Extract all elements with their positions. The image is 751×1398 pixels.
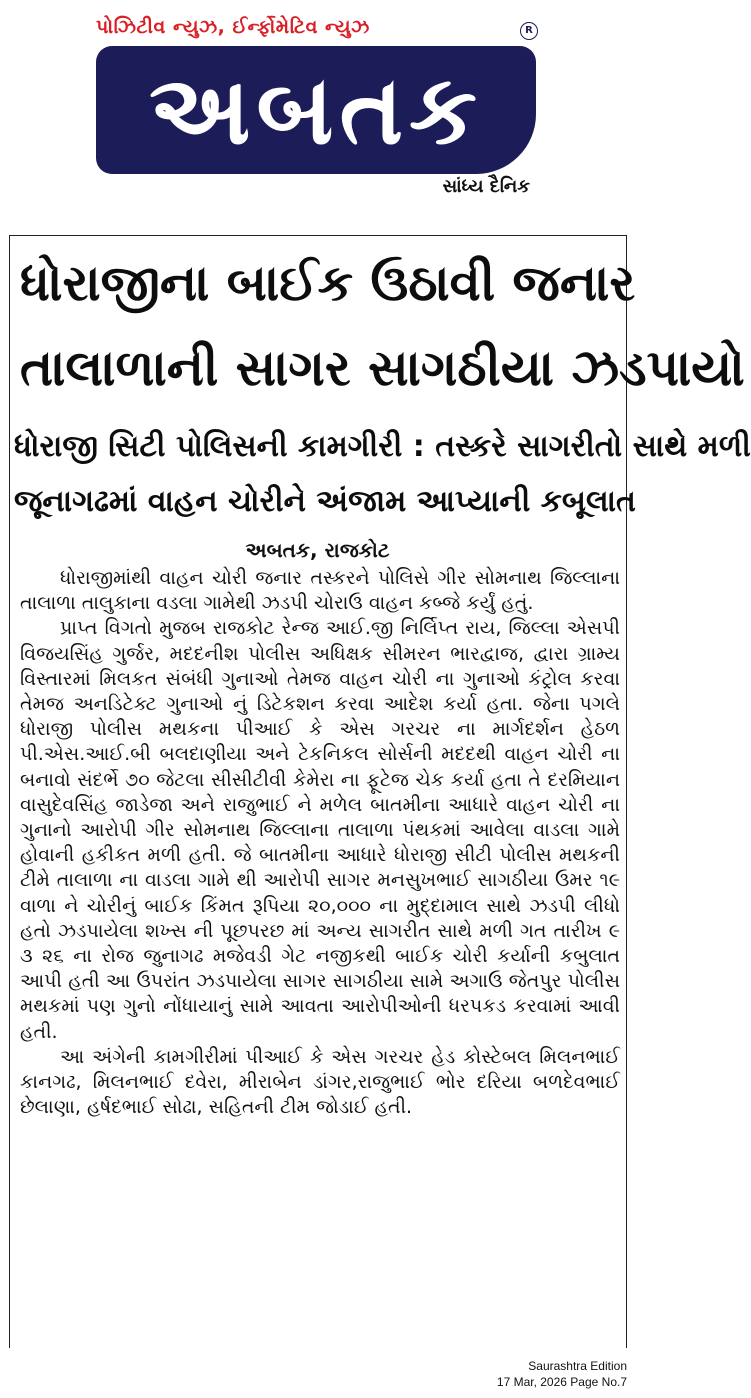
headline-line-2: તાલાળાની સાગર સાગઠીયા ઝડપાયો — [20, 339, 745, 397]
edition-type-label: સાંધ્ય દૈનિક — [442, 176, 530, 197]
footer-date-page: 17 Mar, 2026 Page No.7 — [496, 1375, 627, 1389]
dateline: અબતક, રાજકોટ — [245, 538, 390, 562]
masthead — [0, 0, 635, 226]
article-paragraph-3: આ અંગેની કામગીરીમાં પીઆઈ કે એસ ગરચર હેડ કોસ્ટેબલ મિલનભાઈ કાનગઢ, મિલનભાઈ દવેરા, મીરાબેન ડાંગર,રાજુભાઈ ભોર દરિયા બળદેવભાઈ છેલાણા, હર્ષદભાઈ સોઢા, સહિતની ટીમ જોડાઈ હતી. — [20, 1045, 620, 1119]
subheadline-line-1: ધોરાજી સિટી પોલિસની કામગીરી : તસ્કરે સાગરીતો સાથે મળી — [14, 429, 751, 464]
footer-edition-name: Saurashtra Edition — [528, 1359, 627, 1373]
article-paragraph-2: પ્રાપ્ત વિગતો મુજબ રાજકોટ રેન્જ આઈ.જી નિર્લિપ્ત રાય, જિલ્લા એસપી વિજયસિંહ ગુર્જર, મદદનીશ પોલીસ અધિક્ષક સીમરન ભારદ્વાજ, દ્વારા ગ્રામ્ય વિસ્તારમાં મિલકત સંબંધી ગુનાઓ તેમજ વાહન ચોરી ના ગુનાઓ કંટ્રોલ કરવા તેમજ અનડિટેક્ટ ગુનાઓ નું ડિટેકશન કરવા આદેશ કર્યા હતા. જેના પગલે ધોરાજી પોલીસ મથકના પીઆઈ કે એસ ગરચર ના માર્ગદર્શન હેઠળ પી.એસ.આઈ.બી બલદાણીયા અને ટેકનિકલ સોર્સની મદદથી વાહન ચોરી ના બનાવો સંદર્ભે ૭૦ જેટલા સીસીટીવી કેમેરા ના ફૂટેજ ચેક કર્યા હતા તે દરમિયાન વાસુદેવસિંહ જાડેજા અને રાજુભાઈ ને મળેલ બાતમીના આધારે વાહન ચોરી ના ગુનાનો આરોપી ગીર સોમનાથ જિલ્લાના તાલાળા પંથકમાં આવેલા વાડલા ગામે હોવાની હકીકત મળી હતી. જે બાતમીના આધારે ધોરાજી સીટી પોલીસ મથકની ટીમે તાલાળા ના વાડલા ગામે થી આરોપી સાગર મનસુખભાઈ સાગઠીયા ઉમર ૧૯ વાળા ને ચોરીનું બાઈક કિંમત રૂપિયા ૨૦,૦૦૦ ના મુદ્દામાલ સાથે ઝડપી લીધો હતો ઝડપાયેલા શખ્સ ની પૂછપરછ માં અન્ય સાગરીત સાથે મળી ગત તારીખ ૯ ૩ ૨૬ ના રોજ જુનાગઢ મજેવડી ગેટ નજીકથી બાઈક ચોરી કર્યાની કબુલાત આપી હતી આ ઉપરાંત ઝડપાયેલા સાગર સાગઠીયા સામે અગાઉ જેતપુર પોલીસ મથકમાં પણ ગુનો નોંધાયાનું સામે આવતા આરોપીઓની ધરપકડ કરવામાં આવી હતી. — [20, 617, 620, 1043]
registered-mark-icon: R — [520, 22, 538, 40]
masthead-tagline: પોઝિટીવ ન્યુઝ, ઈર્ન્ફોમેટિવ ન્યુઝ — [96, 16, 370, 38]
footer-edition-info — [497, 1358, 627, 1390]
headline-line-1: ધોરાજીના બાઈક ઉઠાવી જનાર — [20, 254, 636, 312]
article-paragraph-1: ધોરાજીમાંથી વાહન ચોરી જનાર તસ્કરને પોલિસે ગીર સોમનાથ જિલ્લાના તાલાળા તાલુકાના વડલા ગામેથી ઝડપી ચોરાઉ વાહન કબ્જે કર્યું હતું. — [20, 567, 620, 615]
subheadline-line-2: જૂનાગઢમાં વાહન ચોરીને અંજામ આપ્યાની કબૂલાત — [14, 484, 636, 519]
article-body — [20, 566, 620, 1120]
newspaper-logo: અબતક — [96, 46, 536, 174]
